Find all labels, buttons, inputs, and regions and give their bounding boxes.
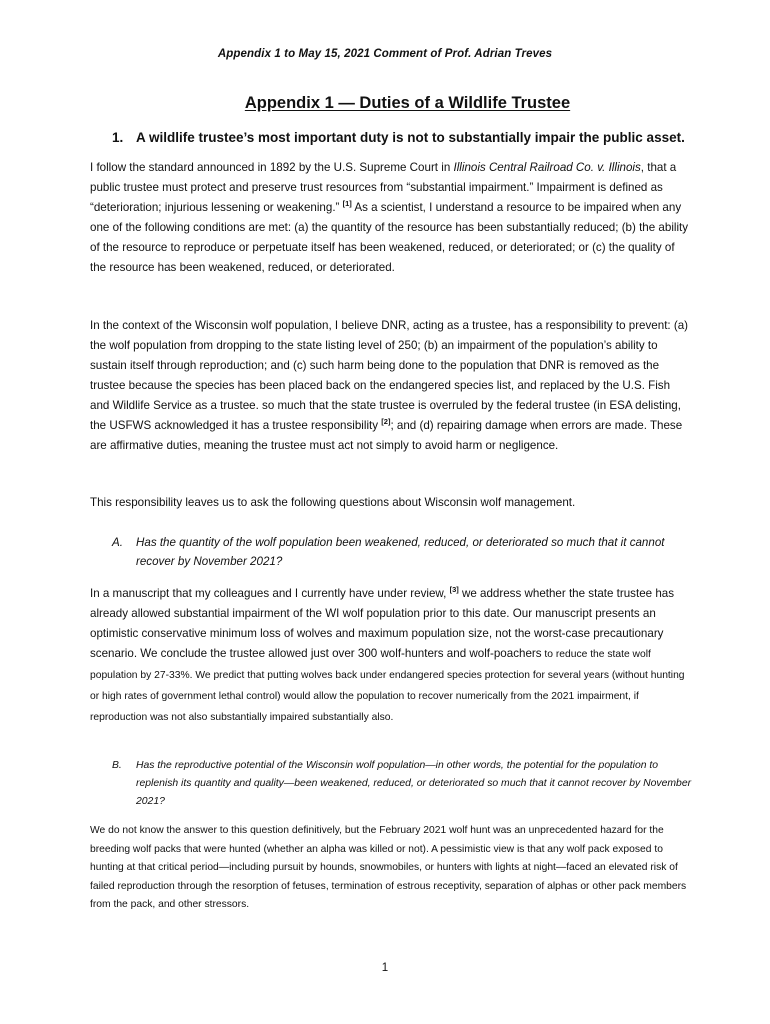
question-letter: B. [112,760,122,771]
paragraph-text: In the context of the Wisconsin wolf population, I believe DNR, acting as a trustee, has a responsibility to prevent: (a) the wolf population from dropping to the state listing level of 250; (b) an impairment of the population’s ability to sustain itself through reproduction; and (c) such harm being done to the population that DNR is removed as the trustee because the species has been placed back on the endangered species list, and replaced by the U.S. Fish and Wildlife Service as a trustee. so much that the state trustee is overruled by the federal trustee (in ESA delisting, the USFWS acknowledged it has a trustee responsibility [90,319,689,432]
footnote-ref: [2] [381,417,391,427]
section-heading-1 [112,130,732,145]
paragraph-impairment-standard [90,158,690,278]
page-number: 1 [381,962,389,974]
paragraph-dnr-responsibility [90,316,690,456]
question-text: Has the reproductive potential of the Wisconsin wolf population—in other words, the potential for the population to replenish its quantity and quality—been weakened, reduced, or deteriorated so much that it cannot recover by November 2021? [136,760,692,807]
paragraph-text: to reduce the state wolf population by 27-33%. We predict that putting wolves back under endangered species protection for several years (without hunting or high rates of government lethal control) would allow the population to recover numerically from the 2021 impairment, if reproduction was not also substantially impaired substantially also. [90,649,685,723]
question-b [112,757,692,811]
paragraph-reproduction-hazard: We do not know the answer to this question definitively, but the February 2021 wolf hunt was an unprecedented hazard for the breeding wolf packs that were hunted (whether an alpha was killed or not). A pessimistic view is that any wolf pack exposed to hunting at that critical period—including pursuit by hounds, snowmobiles, or hunters with lights at night—faced an elevated risk of failed reproduction through the resorption of fetuses, termination of estrous receptivity, separation of alphas or other pack members from the pack, and other stressors. [90,825,687,910]
case-citation: Illinois Central Railroad Co. v. Illinois [453,161,641,174]
section-number: 1. [112,130,124,145]
question-letter: A. [112,536,123,549]
paragraph-text: , that a public trustee must protect and preserve trust resources from “substantial impairment.” Impairment is defined as “deterioration; injurious lessening or weakening.” [90,161,677,214]
paragraph-text: I follow the standard announced in 1892 by the U.S. Supreme Court in [90,161,454,174]
paragraph-manuscript [90,584,690,728]
paragraph-text: ; and (d) repairing damage when errors are made. These are affirmative duties, meaning the trustee must act not simply to avoid harm or negligence. [90,419,683,452]
question-text: Has the quantity of the wolf population been weakened, reduced, or deteriorated so much that it cannot recover by November 2021? [136,536,665,568]
section-heading-text: A wildlife trustee’s most important duty is not to substantially impair the public asset. [136,130,685,145]
paragraph-text: In a manuscript that my colleagues and I currently have under review, [90,587,450,600]
footnote-ref: [3] [449,585,459,595]
running-header: Appendix 1 to May 15, 2021 Comment of Prof. Adrian Treves [217,48,553,60]
paragraph-questions-intro: This responsibility leaves us to ask the following questions about Wisconsin wolf management. [90,496,576,509]
question-a [112,533,692,571]
paragraph-text: As a scientist, I understand a resource to be impaired when any one of the following conditions are met: (a) the quantity of the resource has been substantially reduced; (b) the ability of the resource to reproduce or perpetuate itself has been weakened, reduced, or deteriorated; or (c) the quality of the resource has been weakened, reduced, or deteriorated. [90,201,689,274]
document-title: Appendix 1 — Duties of a Wildlife Trustee [244,94,571,112]
paragraph-text: we address whether the state trustee has already allowed substantial impairment of the WI wolf population prior to this date. Our manuscript presents an optimistic conservative minimum loss of wolves and maximum population size, not the worst-case precautionary scenario. We conclude the trustee allowed just over 300 wolf-hunters and wolf-poachers [90,587,675,660]
footnote-ref: [1] [342,199,352,209]
